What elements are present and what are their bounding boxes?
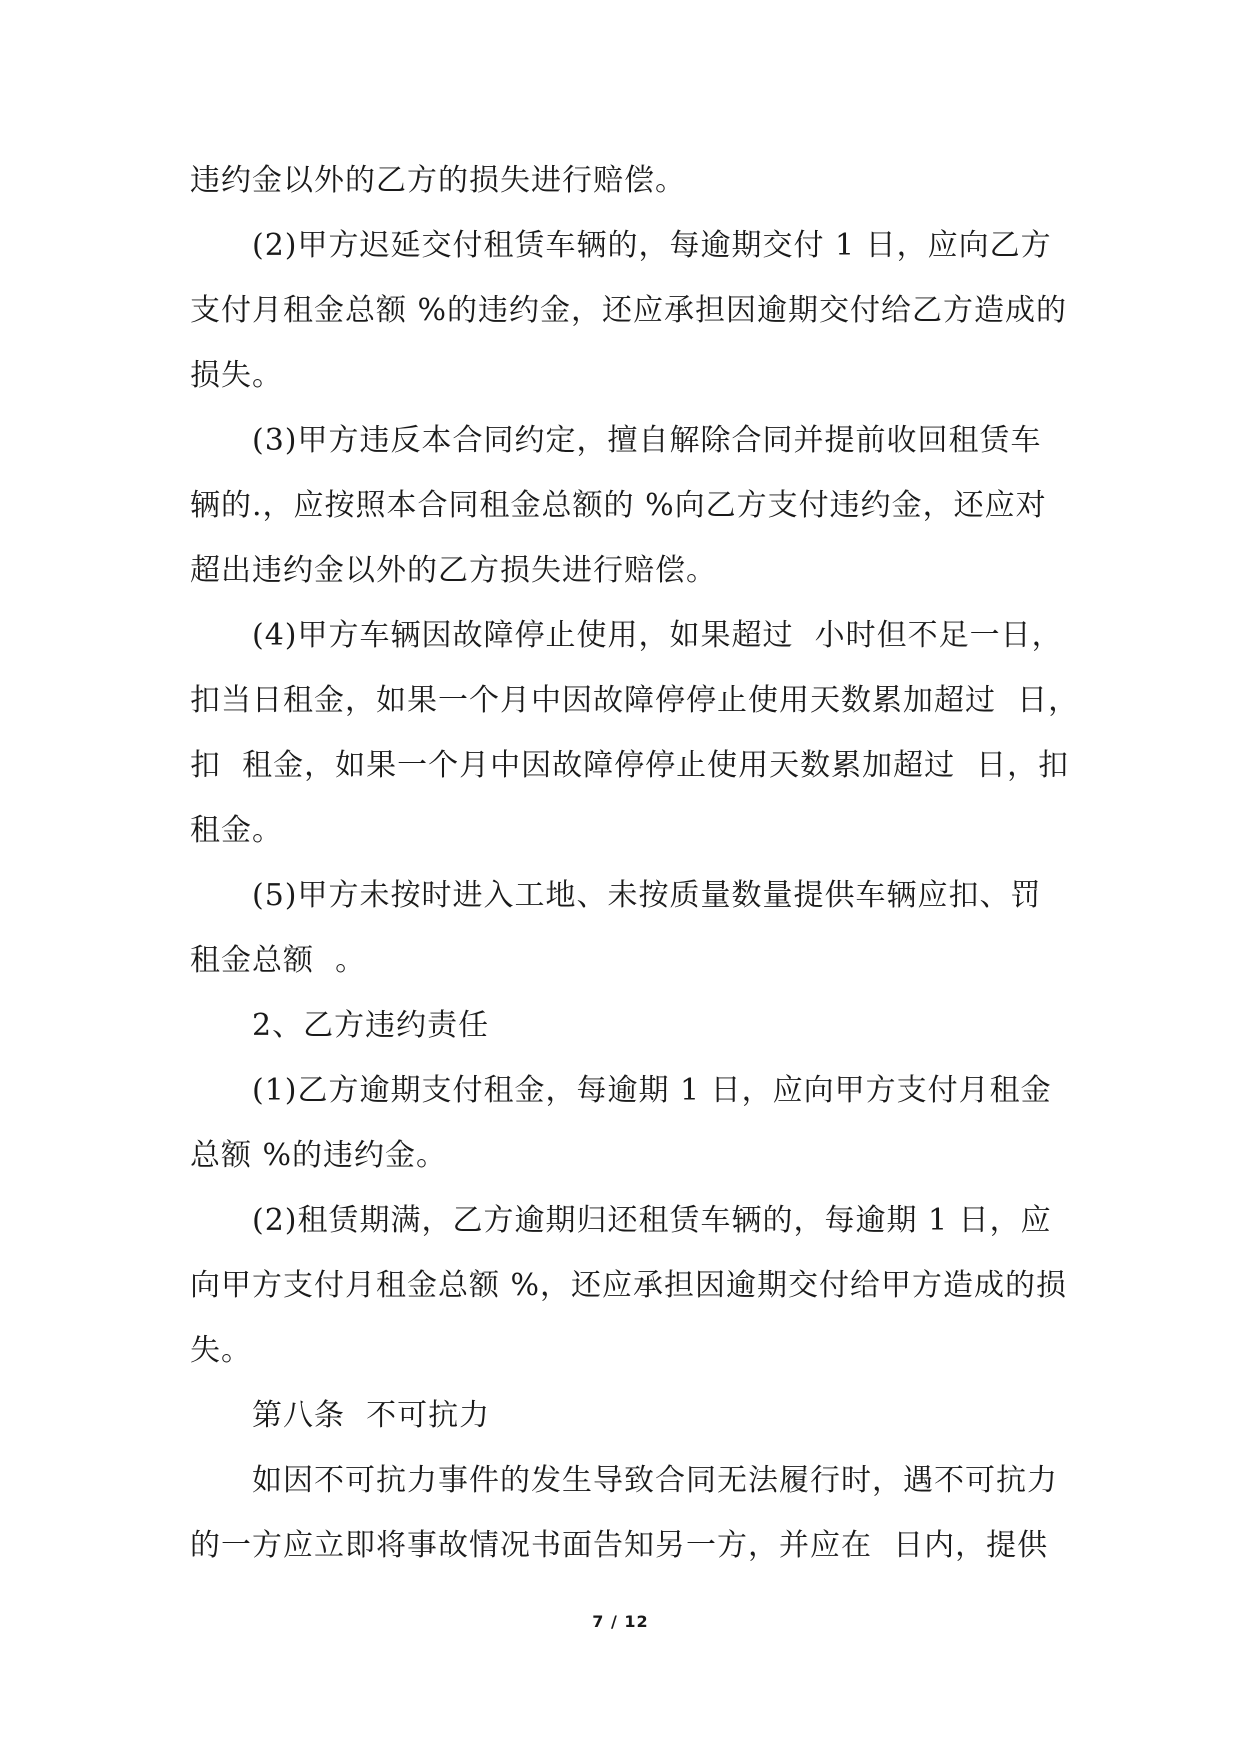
text-line: (3)甲方违反本合同约定，擅自解除合同并提前收回租赁车 [252,423,1042,458]
text-line: (1)乙方逾期支付租金，每逾期 1 日，应向甲方支付月租金 [252,1073,1052,1108]
text-line: 超出违约金以外的乙方损失进行赔偿。 [190,553,717,588]
text-line: 扣当日租金，如果一个月中因故障停停止使用天数累加超过 日， [190,683,1080,718]
section-heading: 2、乙方违约责任 [252,1008,490,1043]
article-heading: 第八条 不可抗力 [252,1398,491,1433]
text-line: 如因不可抗力事件的发生导致合同无法履行时，遇不可抗力 [252,1463,1058,1498]
text-line: 违约金以外的乙方的损失进行赔偿。 [190,163,686,198]
page-number: 7 / 12 [592,1612,649,1631]
text-line: 总额 %的违约金。 [190,1138,448,1173]
text-line: 向甲方支付月租金总额 %，还应承担因逾期交付给甲方造成的损 [190,1268,1068,1303]
text-line: (5)甲方未按时进入工地、未按质量数量提供车辆应扣、罚 [252,878,1042,913]
text-line: 损失。 [190,358,283,393]
text-line: 支付月租金总额 %的违约金，还应承担因逾期交付给乙方造成的 [190,293,1068,328]
text-line: 租金。 [190,813,283,848]
text-line: (4)甲方车辆因故障停止使用，如果超过 小时但不足一日， [252,618,1063,653]
text-line: 租金总额 。 [190,943,367,978]
text-line: 辆的.，应按照本合同租金总额的 %向乙方支付违约金，还应对 [190,488,1047,523]
text-line: 失。 [190,1333,252,1368]
text-line: (2)租赁期满，乙方逾期归还租赁车辆的，每逾期 1 日，应 [252,1203,1052,1238]
text-line: 扣 租金，如果一个月中因故障停停止使用天数累加超过 日，扣 [190,748,1070,783]
text-line: 的一方应立即将事故情况书面告知另一方，并应在 日内，提供 [190,1528,1049,1563]
text-line: (2)甲方迟延交付租赁车辆的，每逾期交付 1 日，应向乙方 [252,228,1052,263]
